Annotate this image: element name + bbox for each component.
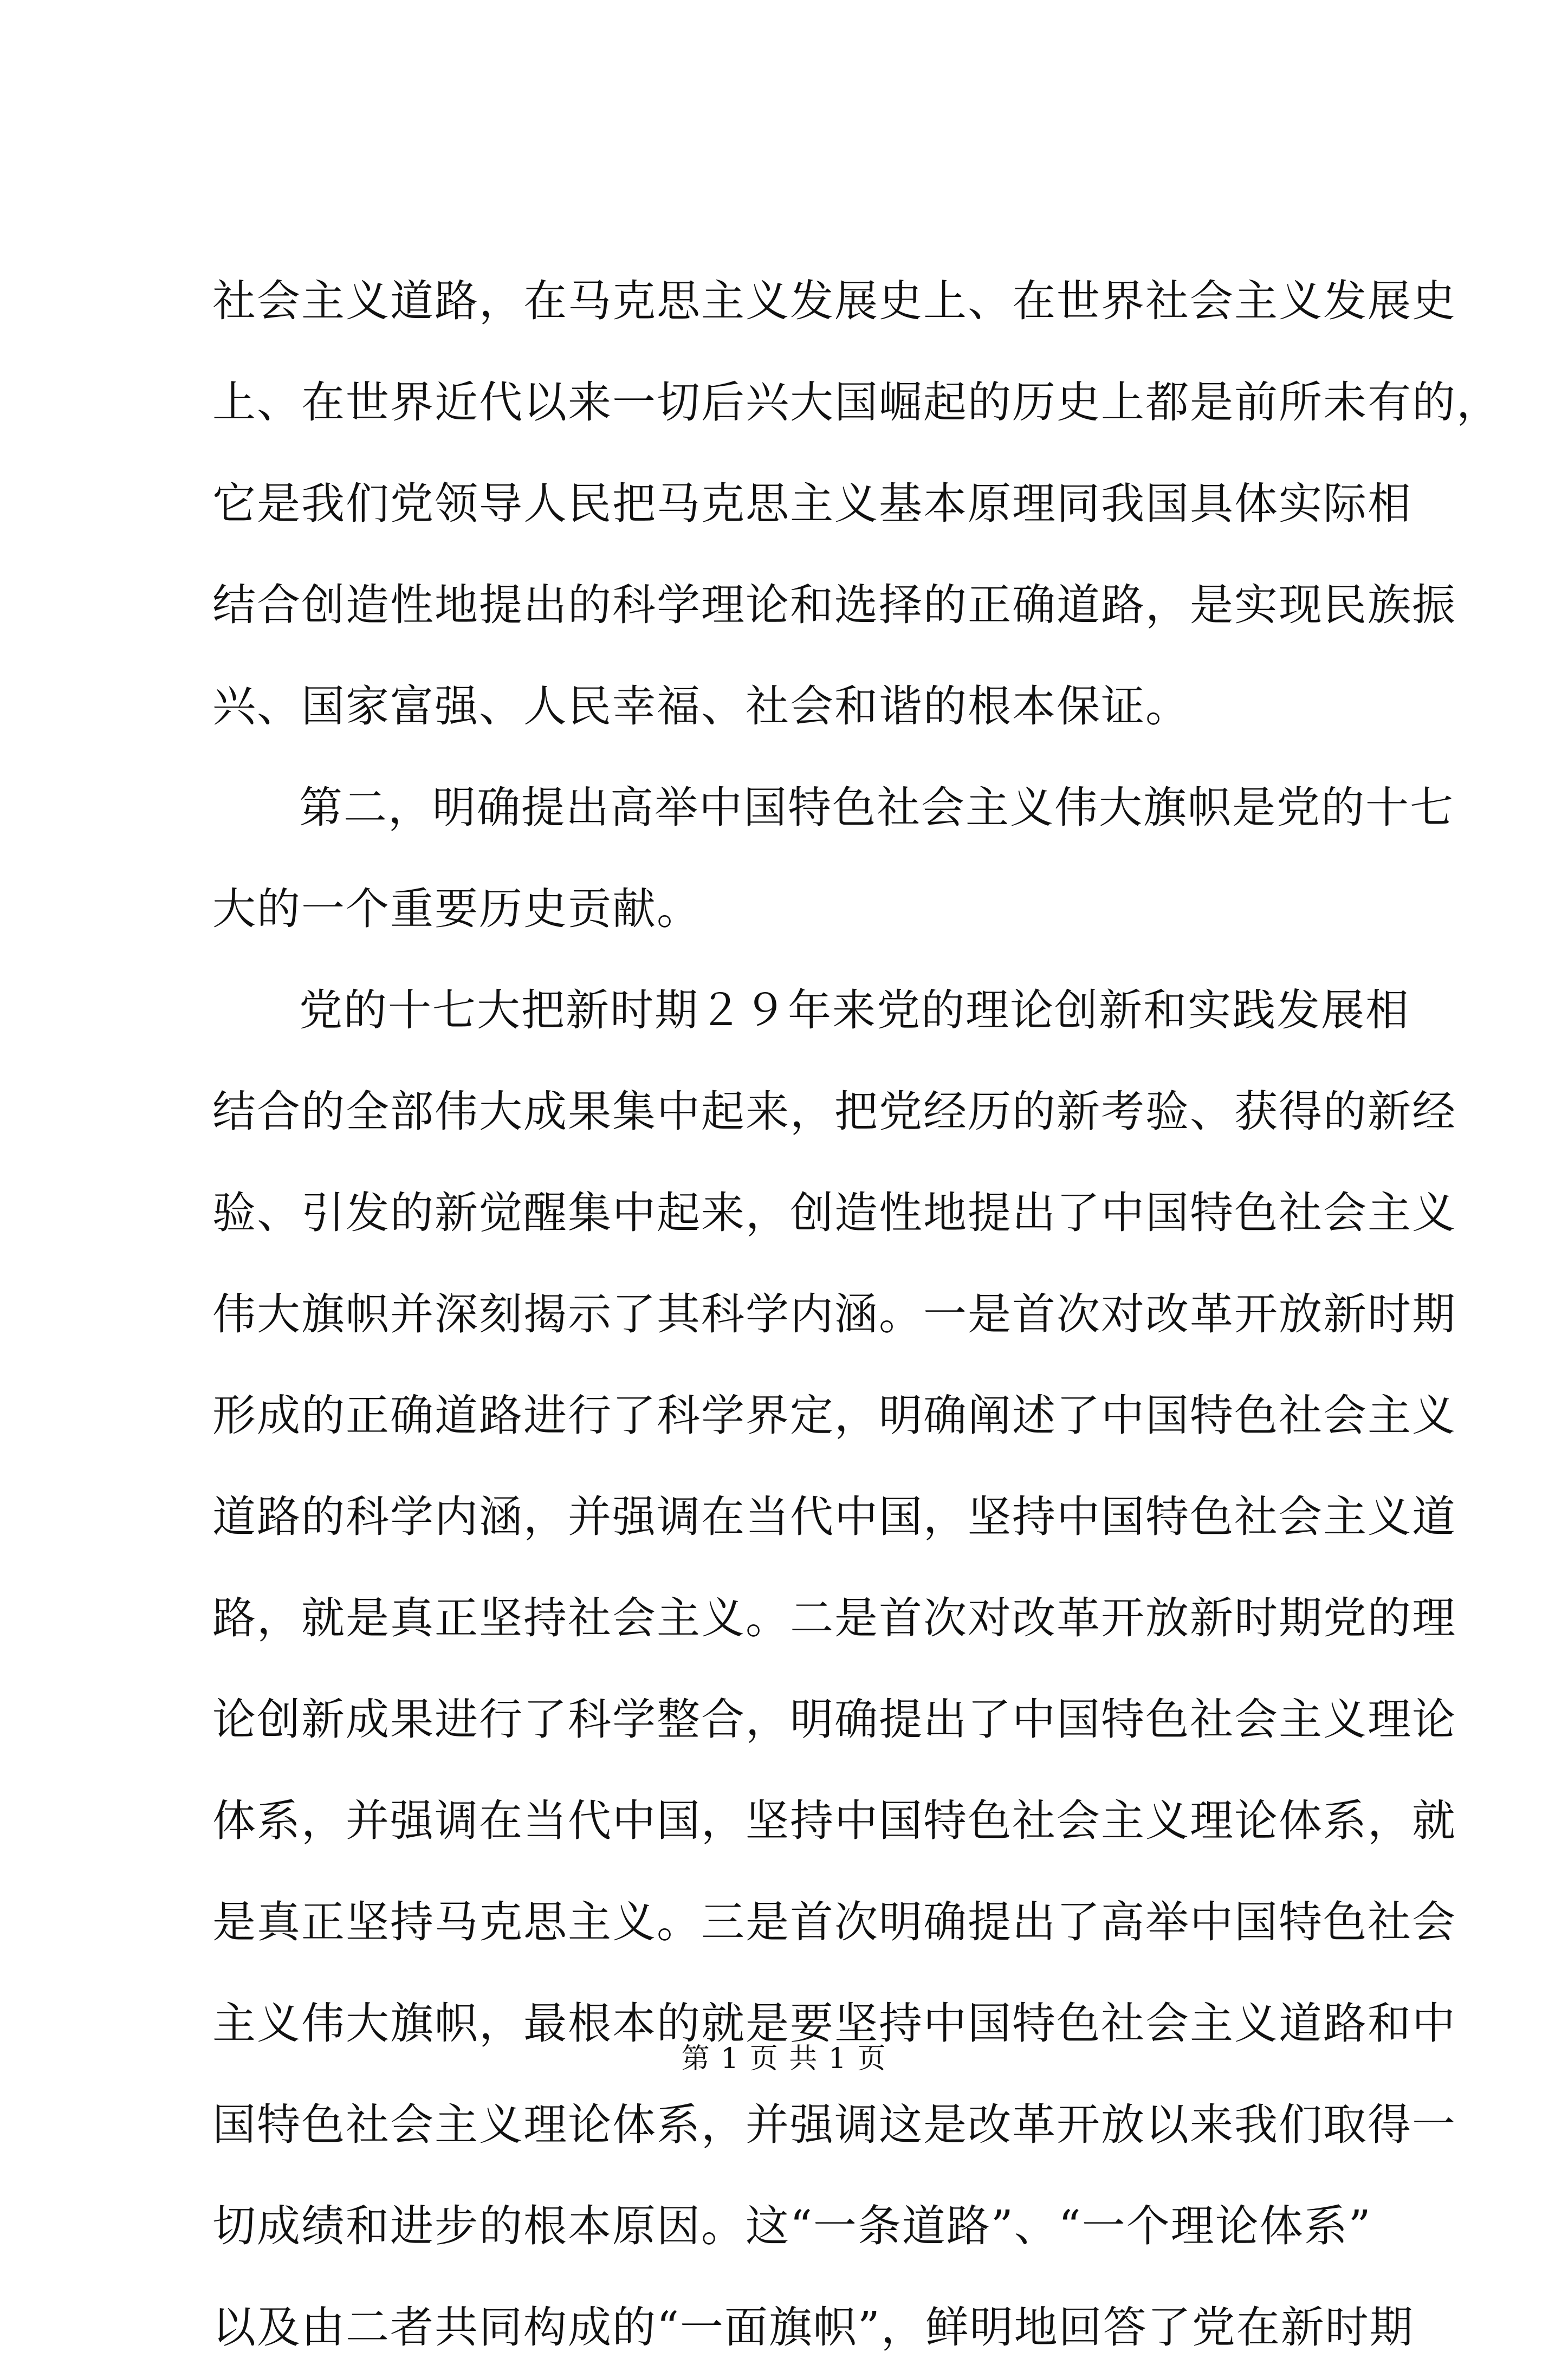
text-line: 切成绩和进步的根本原因。这“一条道路”、“一个理论体系” <box>212 2201 1372 2251</box>
text-line: 国特色社会主义理论体系，并强调这是改革开放以来我们取得一 <box>212 2100 1456 2150</box>
text-line: 伟大旗帜并深刻揭示了其科学内涵。一是首次对改革开放新时期 <box>212 1289 1456 1339</box>
text-line: 论创新成果进行了科学整合，明确提出了中国特色社会主义理论 <box>212 1694 1456 1745</box>
text-line: 结合创造性地提出的科学理论和选择的正确道路，是实现民族振 <box>212 580 1456 630</box>
text-line: 党的十七大把新时期２９年来党的理论创新和实践发展相 <box>299 985 1410 1035</box>
text-line: 第二，明确提出高举中国特色社会主义伟大旗帜是党的十七 <box>299 782 1454 833</box>
text-line: 结合的全部伟大成果集中起来，把党经历的新考验、获得的新经 <box>212 1086 1456 1137</box>
text-line: 验、引发的新觉醒集中起来，创造性地提出了中国特色社会主义 <box>212 1188 1456 1238</box>
text-line: 主义伟大旗帜，最根本的就是要坚持中国特色社会主义道路和中 <box>212 1998 1456 2049</box>
text-line: 以及由二者共同构成的“一面旗帜”，鲜明地回答了党在新时期 <box>212 2302 1414 2353</box>
text-line: 社会主义道路，在马克思主义发展史上、在世界社会主义发展史 <box>212 276 1456 326</box>
text-line: 形成的正确道路进行了科学界定，明确阐述了中国特色社会主义 <box>212 1390 1456 1441</box>
text-line: 是真正坚持马克思主义。三是首次明确提出了高举中国特色社会 <box>212 1897 1456 1947</box>
page-footer: 第 1 页 共 1 页 <box>681 2043 887 2075</box>
text-line: 兴、国家富强、人民幸福、社会和谐的根本保证。 <box>212 681 1190 731</box>
text-line: 路，就是真正坚持社会主义。二是首次对改革开放新时期党的理 <box>212 1593 1456 1643</box>
text-line: 上、在世界近代以来一切后兴大国崛起的历史上都是前所未有的， <box>212 377 1501 427</box>
text-line: 大的一个重要历史贡献。 <box>212 884 701 934</box>
text-line: 道路的科学内涵，并强调在当代中国，坚持中国特色社会主义道 <box>212 1492 1456 1542</box>
text-line: 体系，并强调在当代中国，坚持中国特色社会主义理论体系，就 <box>212 1796 1456 1846</box>
text-line: 它是我们党领导人民把马克思主义基本原理同我国具体实际相 <box>212 478 1412 529</box>
